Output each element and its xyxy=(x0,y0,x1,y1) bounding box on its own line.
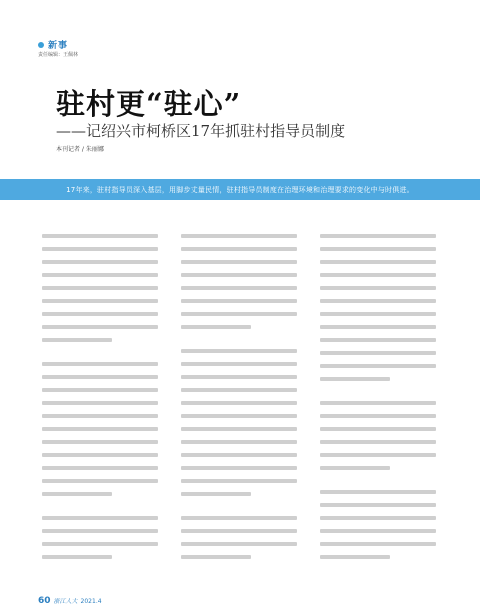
text-line xyxy=(181,312,297,316)
editor-credit: 责任编辑：王佩林 xyxy=(38,52,79,58)
text-line xyxy=(42,414,158,418)
text-line xyxy=(181,466,297,470)
text-line xyxy=(181,388,297,392)
text-line xyxy=(320,351,436,355)
text-line xyxy=(181,260,297,264)
text-line xyxy=(181,479,297,483)
text-line xyxy=(42,529,158,533)
text-line xyxy=(42,492,112,496)
magazine-issue: 2021.4 xyxy=(80,598,102,605)
text-line xyxy=(320,364,436,368)
text-line xyxy=(42,453,158,457)
text-line xyxy=(320,414,436,418)
text-line xyxy=(320,466,390,470)
text-line xyxy=(320,503,436,507)
text-line xyxy=(181,325,251,329)
text-line xyxy=(42,338,112,342)
text-line xyxy=(42,555,112,559)
text-line xyxy=(181,401,297,405)
summary-band xyxy=(0,179,480,200)
text-line xyxy=(181,453,297,457)
text-line xyxy=(181,362,297,366)
text-line xyxy=(320,325,436,329)
summary-text: 17年来，驻村指导员深入基层，用脚步丈量民情，驻村指导员制度在治理环境和治理要求的变化中与时俱进。 xyxy=(66,185,414,194)
text-line xyxy=(42,516,158,520)
text-line xyxy=(320,299,436,303)
text-line xyxy=(42,234,158,238)
bullet-dot-icon xyxy=(38,42,44,48)
text-line xyxy=(320,260,436,264)
magazine-name: 浙江人大 xyxy=(53,598,78,605)
page-number: 60 xyxy=(38,596,51,606)
text-line xyxy=(181,234,297,238)
article-subtitle: ——记绍兴市柯桥区17年抓驻村指导员制度 xyxy=(56,122,346,140)
text-line xyxy=(42,401,158,405)
text-line xyxy=(320,529,436,533)
text-line xyxy=(181,492,251,496)
text-line xyxy=(320,273,436,277)
text-line xyxy=(42,542,158,546)
text-line xyxy=(320,234,436,238)
text-line xyxy=(42,299,158,303)
text-line xyxy=(320,440,436,444)
text-line xyxy=(181,375,297,379)
text-line xyxy=(181,299,297,303)
text-line xyxy=(320,490,436,494)
body-column-2 xyxy=(181,234,297,594)
text-line xyxy=(42,479,158,483)
text-line xyxy=(42,312,158,316)
article-byline: 本刊记者 / 朱丽娜 xyxy=(56,146,104,153)
text-line xyxy=(320,542,436,546)
text-line xyxy=(320,555,390,559)
text-line xyxy=(42,325,158,329)
text-line xyxy=(320,453,436,457)
section-tag xyxy=(38,38,68,51)
text-line xyxy=(181,516,297,520)
body-column-1 xyxy=(42,234,158,594)
section-label: 新事 xyxy=(48,41,69,51)
text-line xyxy=(181,286,297,290)
text-line xyxy=(181,349,297,353)
text-line xyxy=(320,401,436,405)
text-line xyxy=(42,362,158,366)
text-line xyxy=(42,273,158,277)
text-line xyxy=(42,260,158,264)
text-line xyxy=(320,247,436,251)
text-line xyxy=(181,247,297,251)
text-line xyxy=(320,516,436,520)
text-line xyxy=(181,555,251,559)
text-line xyxy=(181,440,297,444)
text-line xyxy=(181,427,297,431)
text-line xyxy=(320,338,436,342)
text-line xyxy=(42,247,158,251)
text-line xyxy=(181,542,297,546)
text-line xyxy=(181,273,297,277)
text-line xyxy=(42,427,158,431)
page-footer xyxy=(38,596,102,606)
text-line xyxy=(181,529,297,533)
text-line xyxy=(320,427,436,431)
text-line xyxy=(42,466,158,470)
text-line xyxy=(42,388,158,392)
text-line xyxy=(42,440,158,444)
text-line xyxy=(181,414,297,418)
article-title: 驻村更“驻心” xyxy=(56,87,242,121)
body-column-3 xyxy=(320,234,436,594)
text-line xyxy=(42,375,158,379)
text-line xyxy=(42,286,158,290)
text-line xyxy=(320,377,390,381)
text-line xyxy=(320,312,436,316)
text-line xyxy=(320,286,436,290)
